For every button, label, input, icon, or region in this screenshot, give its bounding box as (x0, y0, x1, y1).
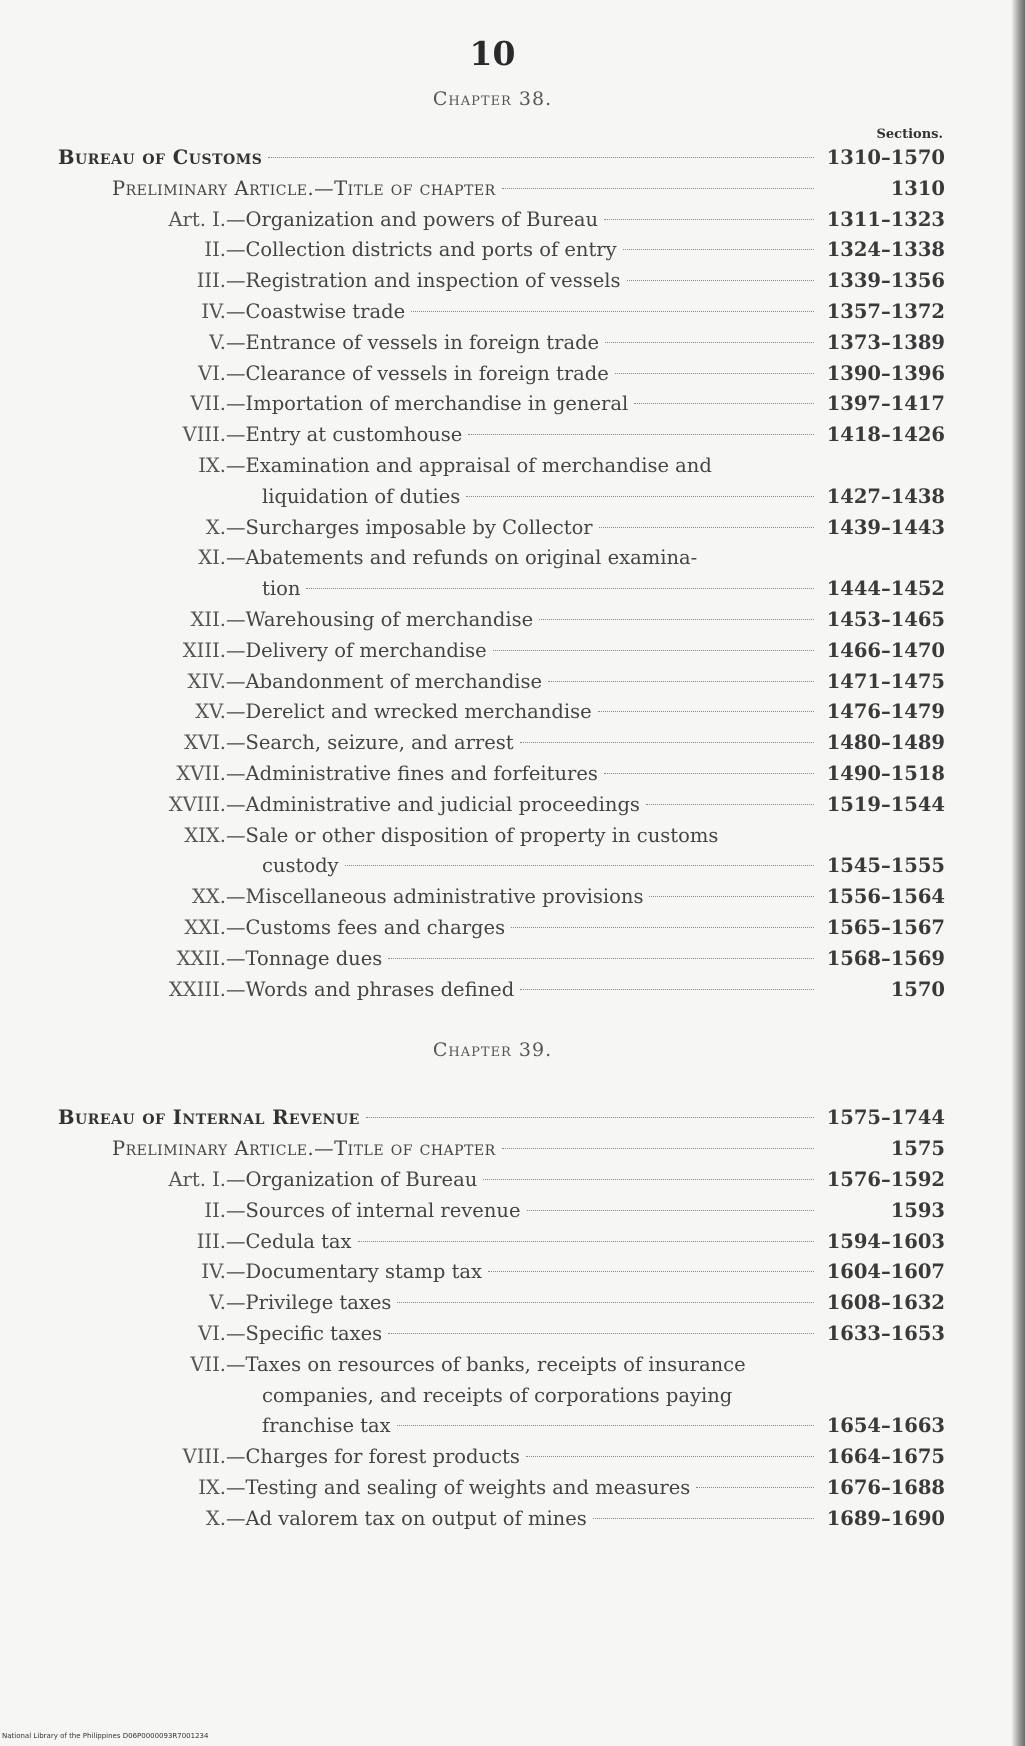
entry-title: —Coastwise trade (226, 300, 406, 323)
entry-title: —Abatements and refunds on original examina- (226, 546, 698, 570)
article-entry (108, 543, 697, 573)
entry-title: —Cedula tax (226, 1229, 352, 1253)
section-range: 1676–1688 (826, 1476, 945, 1499)
section-range: 1565–1567 (826, 916, 945, 939)
section-range: 1444–1452 (826, 577, 945, 601)
section-range: 1427–1438 (826, 484, 945, 508)
leader-dots (604, 772, 814, 774)
entry-title: —Collection districts and ports of entry (226, 238, 617, 262)
section-range: 1397–1417 (826, 392, 945, 416)
section-range: 1490–1518 (826, 762, 945, 785)
entry-title: —Tonnage dues (226, 946, 383, 970)
article-number: XIV. (187, 669, 226, 693)
section-range: 1373–1389 (826, 330, 945, 354)
section-range: 1664–1675 (826, 1445, 945, 1469)
entry-title: Bureau of Customs (58, 146, 263, 169)
article-entry (108, 605, 945, 635)
article-number: X. (205, 1506, 226, 1530)
article-entry (108, 1196, 945, 1226)
article-entry (108, 1288, 945, 1318)
article-number: XXI. (184, 916, 226, 939)
section-range: 1390–1396 (826, 361, 945, 385)
entry-title: —Delivery of merchandise (226, 638, 487, 662)
section-range: 1575–1744 (826, 1106, 945, 1130)
entry-title: —Entry at customhouse (226, 423, 463, 447)
article-number: XV. (195, 700, 226, 724)
leader-dots (527, 1209, 815, 1211)
preliminary-article (112, 174, 945, 204)
leader-dots (520, 988, 814, 990)
article-number: IV. (201, 1260, 226, 1284)
entry-title: —Charges for forest products (226, 1445, 520, 1469)
article-number: IX. (198, 1476, 226, 1499)
leader-dots (466, 495, 814, 497)
article-entry (108, 1257, 945, 1287)
section-range: 1519–1544 (826, 792, 945, 816)
leader-dots (649, 895, 814, 897)
leader-dots (502, 187, 814, 189)
article-entry (108, 728, 945, 758)
section-range: 1608–1632 (826, 1291, 945, 1315)
article-number: VII. (190, 392, 226, 416)
chapter-heading (58, 143, 945, 173)
article-number: VI. (198, 361, 226, 385)
article-entry (108, 944, 945, 974)
leader-dots (388, 957, 814, 959)
section-range: 1654–1663 (826, 1414, 945, 1438)
leader-dots (604, 218, 814, 220)
entry-title: tion (262, 577, 301, 601)
article-number: XIII. (182, 638, 226, 662)
leader-dots (502, 1147, 814, 1149)
leader-dots (397, 1301, 814, 1303)
entry-title: —Registration and inspection of vessels (226, 269, 621, 293)
article-number: V. (209, 330, 226, 354)
article-number: Art. I. (168, 1168, 226, 1191)
article-entry (108, 636, 945, 666)
article-number: XVIII. (168, 792, 226, 816)
leader-dots (520, 741, 814, 743)
section-range: 1311–1323 (826, 207, 945, 231)
section-range: 1545–1555 (826, 854, 945, 878)
leader-dots (634, 402, 814, 404)
section-range: 1604–1607 (826, 1260, 945, 1284)
leader-dots (598, 710, 814, 712)
article-entry (108, 1350, 746, 1380)
section-range: 1556–1564 (826, 885, 945, 909)
entry-title: —Administrative and judicial proceedings (226, 792, 640, 816)
entry-title: —Words and phrases defined (226, 977, 515, 1001)
article-entry (108, 359, 945, 389)
section-range: 1689–1690 (826, 1506, 945, 1530)
entry-title: —Testing and sealing of weights and measures (226, 1476, 691, 1499)
article-entry (108, 205, 945, 235)
leader-dots (268, 156, 814, 158)
article-entry (108, 697, 945, 727)
entry-title: —Customs fees and charges (226, 916, 506, 939)
section-range: 1594–1603 (826, 1229, 945, 1253)
article-entry-continued (262, 851, 945, 881)
article-entry (108, 297, 945, 327)
leader-dots (593, 1517, 814, 1519)
article-number: XXIII. (168, 977, 226, 1001)
sections-column-header: Sections. (876, 127, 943, 142)
article-number: IV. (201, 300, 226, 323)
entry-title: —Warehousing of merchandise (226, 608, 534, 631)
page-number: 10 (469, 34, 516, 73)
article-number: Art. I. (168, 207, 226, 231)
article-entry (108, 1473, 945, 1503)
section-range: 1471–1475 (826, 669, 945, 693)
article-entry (108, 235, 945, 265)
section-range: 1324–1338 (826, 238, 945, 262)
article-entry (108, 790, 945, 820)
leader-dots (623, 248, 814, 250)
section-range: 1576–1592 (826, 1168, 945, 1191)
entry-title: —Organization of Bureau (226, 1168, 478, 1191)
entry-title: —Abandonment of merchandise (226, 669, 543, 693)
entry-title: —Ad valorem tax on output of mines (226, 1506, 587, 1530)
leader-dots (388, 1332, 814, 1334)
article-entry (108, 821, 718, 851)
section-range: 1466–1470 (826, 638, 945, 662)
article-entry (108, 882, 945, 912)
chapter-38-title: Chapter 38. (432, 88, 553, 110)
entry-title: franchise tax (262, 1414, 391, 1438)
entry-title: Preliminary Article.—Title of chapter (112, 176, 496, 200)
article-number: XXII. (176, 946, 226, 970)
entry-title: —Administrative fines and forfeitures (226, 762, 598, 785)
section-range: 1633–1653 (826, 1322, 945, 1345)
article-number: II. (204, 238, 226, 262)
article-entry (108, 975, 945, 1005)
footer-watermark: National Library of the Philippines D06P0000093R7001234 (2, 1732, 209, 1740)
leader-dots (627, 279, 815, 281)
article-number: VIII. (182, 1445, 226, 1469)
article-number: XIX. (184, 823, 226, 847)
leader-dots (548, 680, 814, 682)
section-range: 1453–1465 (826, 608, 945, 631)
article-entry (108, 1442, 945, 1472)
leader-dots (366, 1116, 814, 1118)
section-range: 1568–1569 (826, 946, 945, 970)
entry-title: —Sources of internal revenue (226, 1198, 521, 1222)
chapter-heading (58, 1103, 945, 1133)
leader-dots (605, 341, 814, 343)
article-number: III. (196, 1229, 226, 1253)
leader-dots (696, 1486, 814, 1488)
article-entry (108, 420, 945, 450)
leader-dots (493, 649, 814, 651)
section-range: 1439–1443 (826, 515, 945, 539)
section-range: 1476–1479 (826, 700, 945, 724)
article-number: XI. (198, 546, 226, 570)
section-range: 1593 (890, 1198, 945, 1222)
section-range: 1575 (890, 1137, 945, 1161)
section-range: 1310 (890, 176, 945, 200)
leader-dots (345, 864, 814, 866)
article-entry (108, 513, 945, 543)
article-entry (108, 667, 945, 697)
section-range: 1339–1356 (826, 269, 945, 293)
leader-dots (306, 587, 814, 589)
article-number: XVII. (176, 762, 226, 785)
entry-title: —Search, seizure, and arrest (226, 731, 514, 755)
article-entry (108, 1504, 945, 1534)
article-number: XII. (190, 608, 226, 631)
entry-title: —Surcharges imposable by Collector (226, 515, 593, 539)
leader-dots (468, 433, 814, 435)
entry-title: liquidation of duties (262, 484, 461, 508)
entry-title: custody (262, 854, 339, 878)
entry-title: —Privilege taxes (226, 1291, 392, 1315)
entry-title: —Miscellaneous administrative provisions (226, 885, 644, 909)
section-range: 1570 (890, 977, 945, 1001)
leader-dots (526, 1455, 814, 1457)
chapter-39-title: Chapter 39. (432, 1039, 553, 1062)
section-range: 1357–1372 (826, 300, 945, 323)
article-entry (108, 913, 945, 943)
article-number: VII. (190, 1352, 226, 1376)
leader-dots (411, 310, 814, 312)
article-number: VIII. (182, 423, 226, 447)
entry-title: —Taxes on resources of banks, receipts of insurance (226, 1352, 746, 1376)
entry-title: —Specific taxes (226, 1322, 383, 1345)
article-entry (108, 1227, 945, 1257)
entry-title: —Derelict and wrecked merchandise (226, 700, 592, 724)
article-number: XX. (192, 885, 226, 909)
leader-dots (511, 926, 814, 928)
entry-title: Bureau of Internal Revenue (58, 1106, 360, 1130)
entry-title: companies, and receipts of corporations paying (262, 1383, 733, 1407)
preliminary-article (112, 1134, 945, 1164)
article-number: V. (209, 1291, 226, 1315)
article-number: IX. (198, 454, 226, 477)
article-entry-continued (262, 574, 945, 604)
article-number: II. (204, 1198, 226, 1222)
article-entry-continued (262, 482, 945, 512)
article-entry-continued (262, 1381, 732, 1411)
leader-dots (397, 1424, 814, 1426)
entry-title: —Clearance of vessels in foreign trade (226, 361, 609, 385)
article-number: III. (196, 269, 226, 293)
article-number: X. (205, 515, 226, 539)
entry-title: Preliminary Article.—Title of chapter (112, 1137, 496, 1161)
section-range: 1310–1570 (826, 146, 945, 169)
article-entry (108, 451, 712, 481)
entry-title: —Sale or other disposition of property in customs (226, 823, 719, 847)
entry-title: —Documentary stamp tax (226, 1260, 483, 1284)
entry-title: —Entrance of vessels in foreign trade (226, 330, 600, 354)
article-number: XVI. (184, 731, 226, 755)
article-number: VI. (198, 1322, 226, 1345)
leader-dots (646, 803, 814, 805)
leader-dots (615, 372, 814, 374)
article-entry (108, 266, 945, 296)
article-entry (108, 328, 945, 358)
article-entry-continued (262, 1411, 945, 1441)
leader-dots (488, 1270, 814, 1272)
leader-dots (539, 618, 814, 620)
leader-dots (483, 1178, 814, 1180)
section-range: 1480–1489 (826, 731, 945, 755)
section-range: 1418–1426 (826, 423, 945, 447)
article-entry (108, 389, 945, 419)
article-entry (108, 759, 945, 789)
leader-dots (599, 526, 814, 528)
entry-title: —Examination and appraisal of merchandise and (226, 454, 712, 477)
article-entry (108, 1165, 945, 1195)
article-entry (108, 1319, 945, 1349)
entry-title: —Organization and powers of Bureau (226, 207, 599, 231)
entry-title: —Importation of merchandise in general (226, 392, 629, 416)
leader-dots (358, 1240, 814, 1242)
page-edge-shadow (1011, 0, 1025, 1746)
